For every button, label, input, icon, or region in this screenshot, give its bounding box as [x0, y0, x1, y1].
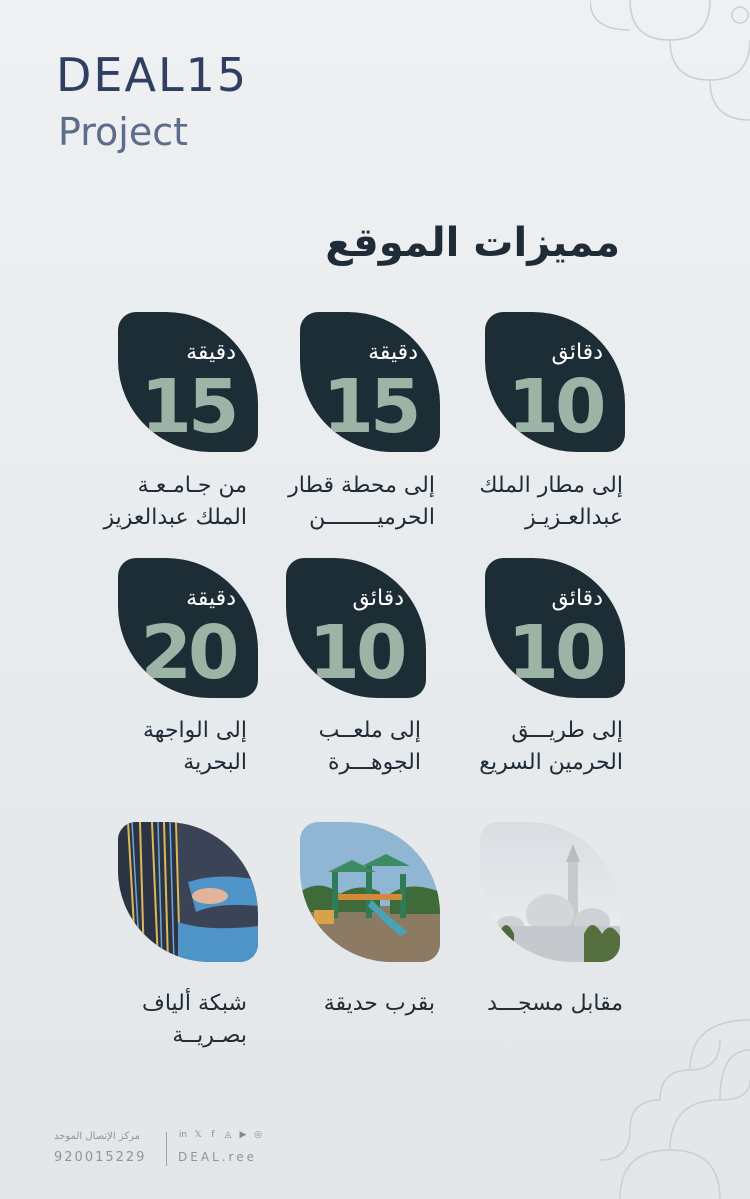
caption-line: الملك عبدالعزيز — [103, 505, 247, 530]
caption-line: مقابل مسجـــد — [487, 991, 623, 1016]
caption-line: الحرمين السريع — [479, 750, 623, 775]
caption-line: إلى محطة قطار — [288, 473, 435, 498]
caption-line: الحرميــــــــن — [309, 505, 435, 530]
caption-line: إلى الواجهة — [143, 718, 247, 743]
caption-line: بصـريــة — [172, 1023, 247, 1048]
feature-card-train-station — [300, 312, 440, 452]
fiber-network-photo — [118, 822, 258, 962]
brand-title: DEAL15 — [56, 48, 249, 102]
instagram-icon[interactable]: ◎ — [254, 1130, 262, 1140]
youtube-icon[interactable]: ▶ — [239, 1130, 247, 1140]
footer-phone: 920015229 — [54, 1150, 147, 1165]
footer-call-center-label: مركز الإتصال الموحد — [54, 1131, 140, 1142]
feature-unit: دقائق — [551, 340, 603, 365]
linkedin-icon[interactable]: in — [178, 1130, 188, 1140]
park-photo — [300, 822, 440, 962]
caption-line: عبدالعـزيـز — [524, 505, 623, 530]
mosque-photo — [480, 822, 620, 962]
caption-line: الجوهـــرة — [328, 750, 421, 775]
caption-line: من جـامـعـة — [137, 473, 247, 498]
caption-line: شبكة ألياف — [142, 991, 247, 1016]
feature-unit: دقائق — [551, 586, 603, 611]
feature-number: 20 — [140, 610, 236, 696]
feature-number: 10 — [507, 610, 603, 696]
feature-card-university — [118, 312, 258, 452]
feature-unit: دقيقة — [368, 340, 418, 365]
social-icons — [178, 1130, 263, 1140]
feature-caption-airport — [438, 470, 623, 534]
feature-number: 15 — [322, 364, 418, 450]
caption-line: إلى مطار الملك — [479, 473, 623, 498]
caption-line: إلى ملعــب — [318, 718, 421, 743]
footer-divider — [166, 1132, 167, 1166]
feature-unit: دقائق — [352, 586, 404, 611]
x-icon[interactable]: 𝕏 — [194, 1130, 202, 1140]
brand-subtitle: Project — [58, 110, 189, 154]
nearby-caption-mosque — [438, 988, 623, 1020]
feature-card-haramain-road — [485, 558, 625, 698]
section-title: مميزات الموقع — [325, 220, 620, 266]
nearby-caption-park — [250, 988, 435, 1020]
feature-caption-haramain-road — [438, 715, 623, 779]
feature-card-jawhara-stadium — [286, 558, 426, 698]
caption-line: إلى طريـــق — [511, 718, 623, 743]
feature-number: 15 — [140, 364, 236, 450]
nearby-caption-fiber — [62, 988, 247, 1052]
feature-number: 10 — [308, 610, 404, 696]
footer-handle: DEAL.ree — [178, 1150, 257, 1164]
feature-card-airport — [485, 312, 625, 452]
caption-line: البحرية — [183, 750, 247, 775]
feature-number: 10 — [507, 364, 603, 450]
snapchat-icon[interactable]: ◬ — [224, 1130, 232, 1140]
feature-unit: دقيقة — [186, 340, 236, 365]
feature-caption-waterfront — [62, 715, 247, 779]
facebook-icon[interactable]: f — [211, 1130, 215, 1140]
feature-unit: دقيقة — [186, 586, 236, 611]
feature-caption-university — [62, 470, 247, 534]
feature-card-waterfront — [118, 558, 258, 698]
caption-line: بقرب حديقة — [323, 991, 435, 1016]
feature-caption-jawhara-stadium — [236, 715, 421, 779]
feature-caption-train-station — [250, 470, 435, 534]
decorative-pattern-top — [590, 0, 750, 150]
